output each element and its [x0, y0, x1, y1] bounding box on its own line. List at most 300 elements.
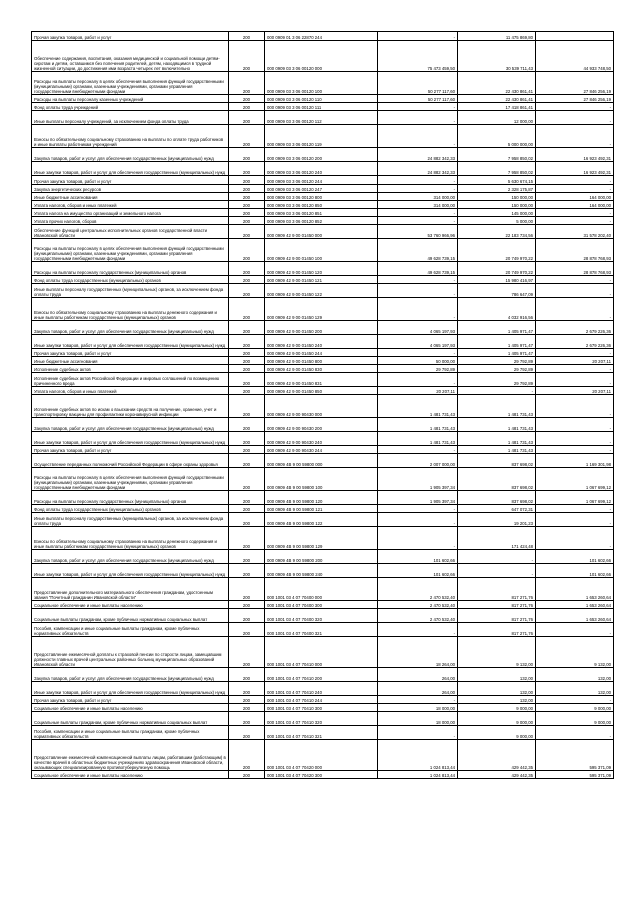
- row-approved-amount-cell: 4 065 197,93: [378, 335, 458, 349]
- row-unexecuted-amount-cell: 2 679 226,36: [536, 321, 614, 335]
- row-code-cell: 200: [229, 623, 265, 637]
- row-code-cell: 200: [229, 276, 265, 284]
- row-name-cell: Исполнение судебных актов: [32, 365, 229, 373]
- table-row: [32, 432, 614, 446]
- row-classification-code-cell: 000 0909 01 3 06 22870 244: [265, 32, 378, 41]
- row-executed-amount-cell: -: [458, 387, 536, 395]
- row-unexecuted-amount-cell: -: [536, 217, 614, 225]
- row-approved-amount-cell: 18 000,00: [378, 712, 458, 726]
- row-code-cell: 200: [229, 505, 265, 513]
- row-code-cell: 200: [229, 201, 265, 209]
- table-row: [32, 527, 614, 550]
- row-unexecuted-amount-cell: 132,00: [536, 668, 614, 682]
- row-code-cell: 200: [229, 321, 265, 335]
- row-executed-amount-cell: 20 749 970,22: [458, 239, 536, 262]
- table-row: [32, 387, 614, 395]
- row-unexecuted-amount-cell: -: [536, 284, 614, 298]
- row-executed-amount-cell: 132,00: [458, 668, 536, 682]
- row-classification-code-cell: 000 0909 42 9 00 90430 000: [265, 395, 378, 418]
- row-name-cell: Исполнение судебных актов по искам о взыскании средств на получение, хранение, учет и транспортировку вакцины для профилактики коронавирусной инфекции: [32, 395, 229, 418]
- row-executed-amount-cell: 171 424,48: [458, 527, 536, 550]
- table-row: [32, 185, 614, 193]
- row-unexecuted-amount-cell: -: [536, 373, 614, 387]
- row-name-cell: Прочая закупка товаров, работ и услуг: [32, 696, 229, 704]
- row-approved-amount-cell: 50 277 117,60: [378, 72, 458, 95]
- table-row: [32, 193, 614, 201]
- row-approved-amount-cell: -: [378, 513, 458, 527]
- row-executed-amount-cell: 837 698,02: [458, 468, 536, 491]
- row-classification-code-cell: 000 1001 03 4 07 70410 200: [265, 668, 378, 682]
- table-row: [32, 148, 614, 162]
- row-name-cell: Уплата налога на имущество организаций и земельного налога: [32, 209, 229, 217]
- row-name-cell: Закупка товаров, работ и услуг для обеспечения государственных (муниципальных) нужд: [32, 148, 229, 162]
- table-row: [32, 637, 614, 668]
- row-approved-amount-cell: -: [378, 284, 458, 298]
- row-unexecuted-amount-cell: -: [536, 349, 614, 357]
- row-name-cell: Иные закупки товаров, работ и услуг для обеспечения государственных (муниципальных) нужд: [32, 335, 229, 349]
- row-unexecuted-amount-cell: 27 846 256,19: [536, 95, 614, 103]
- row-classification-code-cell: 000 0909 4В 9 00 59800 121: [265, 505, 378, 513]
- row-classification-code-cell: 000 0909 03 3 06 00120 240: [265, 162, 378, 176]
- row-approved-amount-cell: -: [378, 103, 458, 111]
- row-classification-code-cell: 000 0909 42 9 00 01450 831: [265, 373, 378, 387]
- row-executed-amount-cell: 817 271,76: [458, 623, 536, 637]
- row-approved-amount-cell: 1 481 731,43: [378, 432, 458, 446]
- row-approved-amount-cell: -: [378, 276, 458, 284]
- row-approved-amount-cell: -: [378, 527, 458, 550]
- table-row: [32, 239, 614, 262]
- row-name-cell: Расходы на выплаты персоналу в целях обеспечения выполнения функций государственными (муниципальными) органами, казенными учреждениями, органами управления государственными внебюджетными фондами: [32, 239, 229, 262]
- row-name-cell: Социальное обеспечение и иные выплаты населению: [32, 771, 229, 779]
- row-code-cell: 200: [229, 696, 265, 704]
- row-executed-amount-cell: 837 698,02: [458, 454, 536, 468]
- table-row: [32, 357, 614, 365]
- table-row: [32, 771, 614, 779]
- table-row: [32, 578, 614, 601]
- table-row: [32, 209, 614, 217]
- row-unexecuted-amount-cell: -: [536, 696, 614, 704]
- row-code-cell: 200: [229, 349, 265, 357]
- row-code-cell: 200: [229, 468, 265, 491]
- row-approved-amount-cell: 314 000,00: [378, 193, 458, 201]
- row-name-cell: Фонд оплаты труда государственных (муниципальных) органов: [32, 505, 229, 513]
- row-approved-amount-cell: -: [378, 446, 458, 454]
- row-name-cell: Осуществление переданных полномочий Российской Федерации в сфере охраны здоровья: [32, 454, 229, 468]
- row-code-cell: 200: [229, 176, 265, 185]
- row-executed-amount-cell: 429 442,35: [458, 740, 536, 771]
- row-classification-code-cell: 000 0909 4В 9 00 59800 122: [265, 513, 378, 527]
- row-name-cell: Иные выплаты персоналу государственных (муниципальных) органов, за исключением фонда оплаты труда: [32, 284, 229, 298]
- row-code-cell: 200: [229, 682, 265, 696]
- row-name-cell: Иные закупки товаров, работ и услуг для обеспечения государственных (муниципальных) нужд: [32, 682, 229, 696]
- table-body: [32, 32, 614, 779]
- row-unexecuted-amount-cell: 16 923 492,31: [536, 148, 614, 162]
- row-classification-code-cell: 000 0909 42 9 00 01450 830: [265, 365, 378, 373]
- row-classification-code-cell: 000 0909 03 3 06 00120 244: [265, 176, 378, 185]
- row-unexecuted-amount-cell: 27 846 256,19: [536, 72, 614, 95]
- table-row: [32, 225, 614, 239]
- row-executed-amount-cell: 132,00: [458, 696, 536, 704]
- row-executed-amount-cell: 1 405 971,47: [458, 335, 536, 349]
- row-classification-code-cell: 000 0909 03 3 06 00120 112: [265, 111, 378, 125]
- row-code-cell: 200: [229, 185, 265, 193]
- row-unexecuted-amount-cell: -: [536, 276, 614, 284]
- row-approved-amount-cell: -: [378, 209, 458, 217]
- row-unexecuted-amount-cell: -: [536, 103, 614, 111]
- row-unexecuted-amount-cell: 132,00: [536, 682, 614, 696]
- row-classification-code-cell: 000 0909 42 9 00 01450 240: [265, 335, 378, 349]
- row-approved-amount-cell: 24 882 342,33: [378, 148, 458, 162]
- row-code-cell: 200: [229, 712, 265, 726]
- row-executed-amount-cell: 150 000,00: [458, 201, 536, 209]
- row-classification-code-cell: 000 1001 03 4 07 70410 300: [265, 704, 378, 712]
- table-row: [32, 491, 614, 505]
- row-approved-amount-cell: 264,00: [378, 682, 458, 696]
- row-code-cell: 200: [229, 284, 265, 298]
- row-code-cell: 200: [229, 111, 265, 125]
- row-executed-amount-cell: 1 481 731,43: [458, 446, 536, 454]
- row-unexecuted-amount-cell: 1 653 260,64: [536, 601, 614, 609]
- table-row: [32, 349, 614, 357]
- row-executed-amount-cell: 29 792,89: [458, 365, 536, 373]
- table-row: [32, 601, 614, 609]
- row-code-cell: 200: [229, 432, 265, 446]
- row-approved-amount-cell: -: [378, 176, 458, 185]
- row-classification-code-cell: 000 0909 03 3 06 00120 850: [265, 201, 378, 209]
- row-classification-code-cell: 000 0909 4В 9 00 59800 129: [265, 527, 378, 550]
- table-row: [32, 72, 614, 95]
- row-unexecuted-amount-cell: 28 878 768,93: [536, 239, 614, 262]
- row-approved-amount-cell: -: [378, 217, 458, 225]
- row-executed-amount-cell: 5 630 674,15: [458, 176, 536, 185]
- row-name-cell: Расходы на выплаты персоналу в целях обеспечения выполнения функций государственными (муниципальными) органами, казенными учреждениями, органами управления государственными внебюджетными фондами: [32, 72, 229, 95]
- row-name-cell: Прочая закупка товаров, работ и услуг: [32, 446, 229, 454]
- row-code-cell: 200: [229, 262, 265, 276]
- row-executed-amount-cell: 1 405 971,47: [458, 321, 536, 335]
- row-name-cell: Иные выплаты персоналу учреждений, за исключением фонда оплаты труда: [32, 111, 229, 125]
- row-approved-amount-cell: 75 473 459,50: [378, 41, 458, 72]
- row-approved-amount-cell: -: [378, 373, 458, 387]
- row-approved-amount-cell: -: [378, 111, 458, 125]
- row-unexecuted-amount-cell: 164 000,00: [536, 193, 614, 201]
- row-name-cell: Предоставление ежемесячной компенсационной выплаты лицам, работавшим (работающим) в качестве врачей в областных бюджетных учреждениях здравоохранения Ивановской области, оказывающих специализированную противотуберкулезную помощь: [32, 740, 229, 771]
- row-classification-code-cell: 000 0909 03 3 06 00120 851: [265, 209, 378, 217]
- row-approved-amount-cell: 1 024 813,44: [378, 740, 458, 771]
- row-unexecuted-amount-cell: 1 653 260,64: [536, 578, 614, 601]
- row-code-cell: 200: [229, 41, 265, 72]
- row-unexecuted-amount-cell: 595 371,09: [536, 771, 614, 779]
- row-approved-amount-cell: 1 905 397,34: [378, 491, 458, 505]
- row-approved-amount-cell: 24 882 342,33: [378, 162, 458, 176]
- row-unexecuted-amount-cell: 16 923 492,31: [536, 162, 614, 176]
- row-name-cell: Фонд оплаты труда государственных (муниципальных) органов: [32, 276, 229, 284]
- row-name-cell: Закупка товаров, работ и услуг для обеспечения государственных (муниципальных) нужд: [32, 668, 229, 682]
- row-name-cell: Уплата налогов, сборов и иных платежей: [32, 201, 229, 209]
- row-unexecuted-amount-cell: 1 169 301,98: [536, 454, 614, 468]
- table-row: [32, 32, 614, 41]
- row-unexecuted-amount-cell: 44 933 748,50: [536, 41, 614, 72]
- row-approved-amount-cell: 1 024 813,44: [378, 771, 458, 779]
- row-classification-code-cell: 000 0909 42 9 00 01450 120: [265, 262, 378, 276]
- row-unexecuted-amount-cell: 20 207,11: [536, 357, 614, 365]
- row-approved-amount-cell: 50 000,00: [378, 357, 458, 365]
- row-unexecuted-amount-cell: -: [536, 623, 614, 637]
- row-unexecuted-amount-cell: 1 067 699,12: [536, 468, 614, 491]
- row-name-cell: Прочая закупка товаров, работ и услуг: [32, 349, 229, 357]
- table-row: [32, 335, 614, 349]
- row-classification-code-cell: 000 1001 03 4 07 70420 000: [265, 740, 378, 771]
- row-approved-amount-cell: 1 481 731,43: [378, 418, 458, 432]
- row-executed-amount-cell: 30 539 711,43: [458, 41, 536, 72]
- row-name-cell: Иные выплаты персоналу государственных (муниципальных) органов, за исключением фонда оплаты труда: [32, 513, 229, 527]
- row-unexecuted-amount-cell: 9 000,00: [536, 712, 614, 726]
- row-name-cell: Иные бюджетные ассигнования: [32, 193, 229, 201]
- table-row: [32, 276, 614, 284]
- table-row: [32, 550, 614, 564]
- row-unexecuted-amount-cell: 101 602,66: [536, 564, 614, 578]
- row-executed-amount-cell: 19 201,23: [458, 513, 536, 527]
- row-code-cell: 200: [229, 395, 265, 418]
- row-unexecuted-amount-cell: 9 132,00: [536, 637, 614, 668]
- table-row: [32, 623, 614, 637]
- row-code-cell: 200: [229, 704, 265, 712]
- table-row: [32, 298, 614, 321]
- row-name-cell: Фонд оплаты труда учреждений: [32, 103, 229, 111]
- row-classification-code-cell: 000 1001 03 4 07 70410 000: [265, 637, 378, 668]
- row-classification-code-cell: 000 0909 42 9 00 01450 850: [265, 387, 378, 395]
- row-name-cell: Взносы по обязательному социальному страхованию на выплаты денежного содержания и иные выплаты работникам государственных (муниципальных) органов: [32, 527, 229, 550]
- row-name-cell: Закупка товаров, работ и услуг для обеспечения государственных (муниципальных) нужд: [32, 418, 229, 432]
- row-code-cell: 200: [229, 335, 265, 349]
- row-classification-code-cell: 000 1001 03 4 07 70410 320: [265, 712, 378, 726]
- row-classification-code-cell: 000 0909 03 3 06 00120 200: [265, 148, 378, 162]
- table-row: [32, 125, 614, 148]
- row-approved-amount-cell: 2 470 532,40: [378, 578, 458, 601]
- row-classification-code-cell: 000 0909 03 3 06 00120 247: [265, 185, 378, 193]
- row-code-cell: 200: [229, 217, 265, 225]
- row-name-cell: Иные бюджетные ассигнования: [32, 357, 229, 365]
- row-name-cell: Иные закупки товаров, работ и услуг для обеспечения государственных (муниципальных) нужд: [32, 162, 229, 176]
- row-approved-amount-cell: 1 905 397,34: [378, 468, 458, 491]
- row-executed-amount-cell: 150 000,00: [458, 193, 536, 201]
- row-unexecuted-amount-cell: -: [536, 513, 614, 527]
- row-approved-amount-cell: 50 277 117,60: [378, 95, 458, 103]
- row-name-cell: Иные закупки товаров, работ и услуг для обеспечения государственных (муниципальных) нужд: [32, 432, 229, 446]
- row-approved-amount-cell: 18 000,00: [378, 704, 458, 712]
- row-name-cell: Социальные выплаты гражданам, кроме публичных нормативных социальных выплат: [32, 609, 229, 623]
- row-approved-amount-cell: 101 602,66: [378, 550, 458, 564]
- table-row: [32, 696, 614, 704]
- row-unexecuted-amount-cell: [536, 32, 614, 41]
- row-code-cell: 200: [229, 95, 265, 103]
- row-code-cell: 200: [229, 771, 265, 779]
- row-code-cell: 200: [229, 668, 265, 682]
- row-approved-amount-cell: 49 628 739,15: [378, 262, 458, 276]
- row-executed-amount-cell: 4 032 916,56: [458, 298, 536, 321]
- row-code-cell: 200: [229, 298, 265, 321]
- row-unexecuted-amount-cell: -: [536, 125, 614, 148]
- row-classification-code-cell: 000 1001 03 4 07 70410 244: [265, 696, 378, 704]
- row-executed-amount-cell: 145 000,00: [458, 209, 536, 217]
- table-row: [32, 284, 614, 298]
- row-code-cell: 200: [229, 564, 265, 578]
- row-name-cell: Исполнение судебных актов Российской Федерации и мировых соглашений по возмещению причиненного вреда: [32, 373, 229, 387]
- row-code-cell: 200: [229, 148, 265, 162]
- row-code-cell: 200: [229, 550, 265, 564]
- row-name-cell: Взносы по обязательному социальному страхованию на выплаты денежного содержания и иные выплаты работникам государственных (муниципальных) органов: [32, 298, 229, 321]
- row-code-cell: 200: [229, 527, 265, 550]
- row-code-cell: 200: [229, 418, 265, 432]
- row-executed-amount-cell: 15 980 416,97: [458, 276, 536, 284]
- row-unexecuted-amount-cell: -: [536, 209, 614, 217]
- row-code-cell: 200: [229, 72, 265, 95]
- row-classification-code-cell: 000 0909 03 3 06 00120 852: [265, 217, 378, 225]
- row-approved-amount-cell: 314 000,00: [378, 201, 458, 209]
- row-unexecuted-amount-cell: -: [536, 505, 614, 513]
- row-executed-amount-cell: 1 481 731,43: [458, 395, 536, 418]
- row-unexecuted-amount-cell: -: [536, 726, 614, 740]
- row-executed-amount-cell: 29 792,89: [458, 357, 536, 365]
- table-row: [32, 217, 614, 225]
- row-executed-amount-cell: 1 405 971,47: [458, 349, 536, 357]
- row-unexecuted-amount-cell: -: [536, 432, 614, 446]
- row-code-cell: 200: [229, 193, 265, 201]
- row-code-cell: 200: [229, 578, 265, 601]
- table-row: [32, 201, 614, 209]
- row-unexecuted-amount-cell: 1 067 699,12: [536, 491, 614, 505]
- row-code-cell: 200: [229, 365, 265, 373]
- table-row: [32, 321, 614, 335]
- row-name-cell: Социальные выплаты гражданам, кроме публичных нормативных социальных выплат: [32, 712, 229, 726]
- row-code-cell: 200: [229, 609, 265, 623]
- row-classification-code-cell: 000 0909 03 3 06 00120 119: [265, 125, 378, 148]
- table-row: [32, 712, 614, 726]
- row-classification-code-cell: 000 0909 42 9 00 01450 800: [265, 357, 378, 365]
- table-row: [32, 41, 614, 72]
- row-executed-amount-cell: 7 958 850,02: [458, 162, 536, 176]
- row-name-cell: Расходы на выплаты персоналу государственных (муниципальных) органов: [32, 262, 229, 276]
- table-row: [32, 704, 614, 712]
- row-classification-code-cell: 000 0909 03 3 06 00120 000: [265, 41, 378, 72]
- table-row: [32, 418, 614, 432]
- row-classification-code-cell: 000 0909 03 3 06 00120 800: [265, 193, 378, 201]
- table-row: [32, 103, 614, 111]
- row-approved-amount-cell: 101 602,66: [378, 564, 458, 578]
- row-name-cell: Закупка товаров, работ и услуг для обеспечения государственных (муниципальных) нужд: [32, 321, 229, 335]
- row-executed-amount-cell: 22 430 861,41: [458, 72, 536, 95]
- row-approved-amount-cell: 29 792,89: [378, 365, 458, 373]
- table-row: [32, 726, 614, 740]
- row-executed-amount-cell: 5 000 000,00: [458, 125, 536, 148]
- row-unexecuted-amount-cell: 9 000,00: [536, 704, 614, 712]
- row-unexecuted-amount-cell: -: [536, 446, 614, 454]
- row-name-cell: Закупка энергетических ресурсов: [32, 185, 229, 193]
- row-name-cell: Обеспечение содержания, воспитания, оказания медицинской и социальной помощи детям-сиротам и детям, оставшимся без попечения родителей, детям, находящимся в трудной жизненной ситуации, до достижения ими возраста четырех лет включительно: [32, 41, 229, 72]
- row-approved-amount-cell: 2 007 000,00: [378, 454, 458, 468]
- row-code-cell: 200: [229, 357, 265, 365]
- row-executed-amount-cell: 837 698,02: [458, 491, 536, 505]
- row-classification-code-cell: 000 1001 03 4 07 70410 321: [265, 726, 378, 740]
- row-code-cell: 200: [229, 740, 265, 771]
- row-name-cell: Обеспечение функций центральных исполнительных органов государственной власти Ивановской области: [32, 225, 229, 239]
- row-approved-amount-cell: 18 264,00: [378, 637, 458, 668]
- row-unexecuted-amount-cell: -: [536, 111, 614, 125]
- row-approved-amount-cell: -: [378, 298, 458, 321]
- row-name-cell: Прочая закупка товаров, работ и услуг: [32, 176, 229, 185]
- row-name-cell: Пособия, компенсации и иные социальные выплаты гражданам, кроме публичных нормативных обязательств: [32, 726, 229, 740]
- row-classification-code-cell: 000 0909 03 3 06 00120 110: [265, 95, 378, 103]
- table-row: [32, 162, 614, 176]
- row-executed-amount-cell: -: [458, 564, 536, 578]
- row-executed-amount-cell: 5 000,00: [458, 217, 536, 225]
- row-unexecuted-amount-cell: 1 653 260,64: [536, 609, 614, 623]
- row-code-cell: 200: [229, 225, 265, 239]
- budget-execution-table: [31, 31, 614, 779]
- row-name-cell: Уплата налогов, сборов и иных платежей: [32, 387, 229, 395]
- table-row: [32, 682, 614, 696]
- row-classification-code-cell: 000 0909 42 9 00 01450 244: [265, 349, 378, 357]
- row-approved-amount-cell: -: [378, 32, 458, 41]
- row-classification-code-cell: 000 0909 42 9 00 01450 000: [265, 225, 378, 239]
- row-approved-amount-cell: -: [378, 505, 458, 513]
- row-unexecuted-amount-cell: 20 207,11: [536, 387, 614, 395]
- row-name-cell: Уплата прочих налогов, сборов: [32, 217, 229, 225]
- row-unexecuted-amount-cell: 28 878 768,93: [536, 262, 614, 276]
- table-row: [32, 564, 614, 578]
- row-classification-code-cell: 000 0909 4В 9 00 59800 100: [265, 468, 378, 491]
- table-row: [32, 468, 614, 491]
- row-classification-code-cell: 000 0909 42 9 00 90430 244: [265, 446, 378, 454]
- row-executed-amount-cell: 817 271,76: [458, 601, 536, 609]
- row-name-cell: Предоставление ежемесячной доплаты к страховой пенсии по старости лицам, замещавшим должности главных врачей центральных районных больниц муниципальных образований Ивановской области: [32, 637, 229, 668]
- row-executed-amount-cell: 11 475 869,80: [458, 32, 536, 41]
- row-executed-amount-cell: 2 328 175,87: [458, 185, 536, 193]
- row-name-cell: Расходы на выплаты персоналу в целях обеспечения выполнения функций государственными (муниципальными) органами, казенными учреждениями, органами управления государственными внебюджетными фондами: [32, 468, 229, 491]
- row-classification-code-cell: 000 0909 42 9 00 01450 121: [265, 276, 378, 284]
- row-name-cell: Предоставление дополнительного материального обеспечения гражданам, удостоенным звания "Почетный гражданин Ивановской области": [32, 578, 229, 601]
- row-approved-amount-cell: 1 481 731,43: [378, 395, 458, 418]
- row-unexecuted-amount-cell: -: [536, 176, 614, 185]
- row-code-cell: 200: [229, 103, 265, 111]
- row-unexecuted-amount-cell: -: [536, 527, 614, 550]
- row-classification-code-cell: 000 0909 03 3 06 00120 111: [265, 103, 378, 111]
- row-executed-amount-cell: 9 000,00: [458, 704, 536, 712]
- table-row: [32, 111, 614, 125]
- row-name-cell: Пособия, компенсации и иные социальные выплаты гражданам, кроме публичных нормативных обязательств: [32, 623, 229, 637]
- row-unexecuted-amount-cell: 164 000,00: [536, 201, 614, 209]
- row-executed-amount-cell: -: [458, 550, 536, 564]
- row-unexecuted-amount-cell: 31 578 202,40: [536, 225, 614, 239]
- row-approved-amount-cell: 49 628 739,15: [378, 239, 458, 262]
- row-executed-amount-cell: 132,00: [458, 682, 536, 696]
- row-name-cell: Закупка товаров, работ и услуг для обеспечения государственных (муниципальных) нужд: [32, 550, 229, 564]
- row-unexecuted-amount-cell: 101 602,66: [536, 550, 614, 564]
- row-classification-code-cell: 000 1001 03 4 07 70400 300: [265, 601, 378, 609]
- row-classification-code-cell: 000 0909 42 9 00 01450 122: [265, 284, 378, 298]
- row-code-cell: 200: [229, 32, 265, 41]
- row-code-cell: 200: [229, 239, 265, 262]
- row-unexecuted-amount-cell: 595 371,09: [536, 740, 614, 771]
- row-executed-amount-cell: 29 792,89: [458, 373, 536, 387]
- row-classification-code-cell: 000 0909 4В 9 00 59800 120: [265, 491, 378, 505]
- row-classification-code-cell: 000 0909 4В 9 00 59800 240: [265, 564, 378, 578]
- row-classification-code-cell: 000 1001 03 4 07 70410 240: [265, 682, 378, 696]
- row-approved-amount-cell: 2 470 532,40: [378, 609, 458, 623]
- row-executed-amount-cell: 9 000,00: [458, 712, 536, 726]
- table-row: [32, 668, 614, 682]
- table-row: [32, 262, 614, 276]
- row-unexecuted-amount-cell: -: [536, 418, 614, 432]
